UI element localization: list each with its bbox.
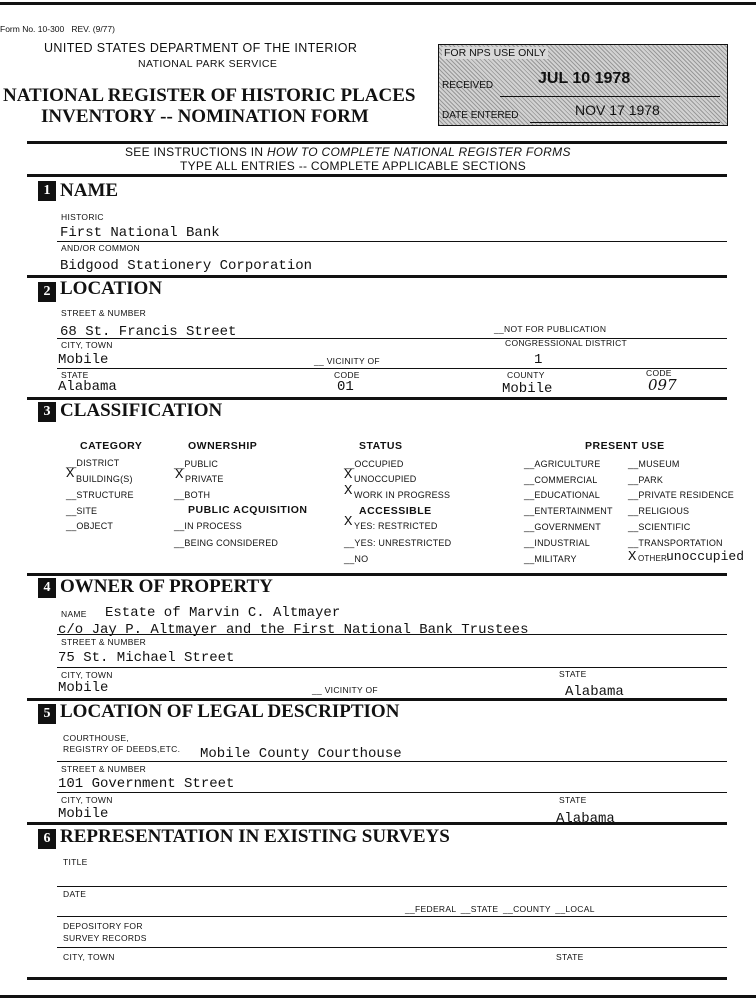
legal-state-value: Alabama [556, 811, 615, 822]
courthouse-value: Mobile County Courthouse [200, 746, 402, 762]
owner-name-label: NAME [61, 609, 87, 619]
category-structure: __STRUCTURE [66, 490, 134, 500]
received-label: RECEIVED [442, 80, 494, 91]
status-work-in-progress: WORK IN PROGRESS [354, 490, 451, 500]
owner-city-value: Mobile [58, 680, 109, 696]
section-2-title: LOCATION [60, 278, 163, 299]
section-3-title: CLASSIFICATION [60, 400, 223, 421]
survey-date-line [57, 916, 727, 917]
acquisition-in-process: __IN PROCESS [174, 521, 242, 531]
county-value: Mobile [502, 381, 553, 397]
courthouse-line [57, 761, 727, 762]
owner-state-value: Alabama [565, 684, 624, 700]
use-park: __PARK [628, 475, 664, 485]
status-unoccupied-mark: X [344, 467, 353, 483]
legal-city-value: Mobile [58, 806, 109, 822]
owner-street-label: STREET & NUMBER [61, 637, 147, 647]
use-religious: __RELIGIOUS [628, 506, 690, 516]
accessible-restricted: YES: RESTRICTED [354, 521, 438, 531]
ownership-private-mark: X [175, 467, 184, 483]
survey-levels: __FEDERAL __STATE __COUNTY __LOCAL [405, 904, 595, 914]
owner-state-label: STATE [559, 669, 587, 679]
section-6-number: 6 [38, 829, 56, 849]
legal-street-line [57, 792, 727, 793]
header-divider [27, 141, 727, 144]
received-date: JUL 10 1978 [538, 70, 631, 87]
courthouse-label-2: REGISTRY OF DEEDS,ETC. [63, 744, 181, 754]
state-label: STATE [61, 370, 89, 380]
use-other: OTHER: [638, 554, 670, 563]
section-5-number: 5 [38, 704, 56, 724]
use-transportation: __TRANSPORTATION [628, 538, 723, 548]
section-1-number: 1 [38, 181, 56, 201]
vicinity-of: __ VICINITY OF [314, 356, 380, 366]
survey-date-label: DATE [63, 889, 87, 899]
historic-line [57, 241, 727, 242]
legal-street-label: STREET & NUMBER [61, 764, 147, 774]
form-title-line2: INVENTORY -- NOMINATION FORM [41, 106, 369, 127]
section-5-title: LOCATION OF LEGAL DESCRIPTION [60, 701, 400, 722]
use-commercial: __COMMERCIAL [524, 475, 598, 485]
form-title-line1: NATIONAL REGISTER OF HISTORIC PLACES [3, 85, 416, 106]
date-entered-value: NOV 17 1978 [575, 102, 660, 118]
section-6-title: REPRESENTATION IN EXISTING SURVEYS [60, 826, 450, 847]
city-value: Mobile [58, 352, 109, 368]
present-use-heading: PRESENT USE [585, 440, 665, 452]
accessible-restricted-mark: X [344, 514, 353, 530]
historic-value: First National Bank [60, 225, 220, 241]
not-for-publication: __NOT FOR PUBLICATION [494, 324, 607, 334]
use-museum: __MUSEUM [628, 459, 680, 469]
service-name: NATIONAL PARK SERVICE [138, 58, 278, 70]
use-military: __MILITARY [524, 554, 577, 564]
code-value: 01 [337, 379, 354, 395]
city-line [57, 368, 727, 369]
section-5-divider [27, 822, 727, 825]
owner-vicinity: __ VICINITY OF [312, 685, 378, 695]
status-unoccupied: UNOCCUPIED [354, 474, 417, 484]
survey-state-label: STATE [556, 952, 584, 962]
section-1-title: NAME [60, 180, 119, 201]
instructions-line1: SEE INSTRUCTIONS IN HOW TO COMPLETE NATIONAL REGISTER FORMS [125, 145, 571, 159]
category-building: BUILDING(S) [76, 474, 133, 484]
ownership-private: PRIVATE [185, 474, 224, 484]
instructions-line2: TYPE ALL ENTRIES -- COMPLETE APPLICABLE SECTIONS [180, 159, 527, 173]
owner-name-line [57, 634, 727, 635]
survey-city-label: CITY, TOWN [63, 952, 115, 962]
public-acquisition-heading: PUBLIC ACQUISITION [188, 504, 308, 516]
acquisition-being-considered: __BEING CONSIDERED [174, 538, 279, 548]
district-label: CONGRESSIONAL DISTRICT [505, 338, 627, 348]
depository-label-1: DEPOSITORY FOR [63, 921, 143, 931]
use-government: __GOVERNMENT [524, 522, 601, 532]
accessible-unrestricted: __YES: UNRESTRICTED [344, 538, 452, 548]
top-border [0, 2, 756, 5]
bottom-border [0, 995, 756, 998]
category-district: __DISTRICT [66, 458, 120, 468]
courthouse-label-1: COURTHOUSE, [63, 733, 129, 743]
status-heading: STATUS [359, 440, 403, 452]
state-value: Alabama [58, 379, 117, 395]
date-entered-label: DATE ENTERED [442, 110, 519, 121]
use-other-value: unoccupied [666, 549, 745, 564]
category-object: __OBJECT [66, 521, 114, 531]
city-label: CITY, TOWN [61, 340, 113, 350]
use-entertainment: __ENTERTAINMENT [524, 506, 613, 516]
district-value: 1 [534, 352, 543, 368]
section-6-divider [27, 977, 727, 980]
code-label: CODE [334, 370, 360, 380]
street-value: 68 St. Francis Street [60, 324, 237, 340]
accessible-no: __NO [344, 554, 369, 564]
use-industrial: __INDUSTRIAL [524, 538, 590, 548]
status-occupied: __OCCUPIED [344, 459, 404, 469]
depository-line [57, 947, 727, 948]
owner-street-line [57, 667, 727, 668]
owner-street-value: 75 St. Michael Street [58, 650, 235, 666]
nps-label: FOR NPS USE ONLY [444, 47, 546, 59]
owner-city-label: CITY, TOWN [61, 670, 113, 680]
use-other-mark: X [628, 549, 637, 565]
status-work-mark: X [344, 483, 353, 499]
code2-label: CODE [646, 368, 672, 378]
common-value: Bidgood Stationery Corporation [60, 258, 313, 274]
category-site: __SITE [66, 506, 98, 516]
common-label: AND/OR COMMON [61, 243, 140, 253]
owner-name-value: Estate of Marvin C. Altmayer [105, 605, 341, 621]
depository-label-2: SURVEY RECORDS [63, 933, 147, 943]
county-code-value: 097 [648, 376, 677, 394]
ownership-heading: OWNERSHIP [188, 440, 258, 452]
use-agriculture: __AGRICULTURE [524, 459, 601, 469]
owner-name-value-2: c/o Jay P. Altmayer and the First National Bank Trustees [58, 622, 529, 638]
section-4-title: OWNER OF PROPERTY [60, 576, 273, 597]
section-4-number: 4 [38, 578, 56, 598]
use-private-residence: __PRIVATE RESIDENCE [628, 490, 734, 500]
county-label: COUNTY [507, 370, 545, 380]
form-number: Form No. 10-300 REV. (9/77) [0, 24, 115, 34]
survey-title-line [57, 886, 727, 887]
ownership-both: __BOTH [174, 490, 211, 500]
received-line [500, 96, 720, 97]
legal-street-value: 101 Government Street [58, 776, 235, 792]
legal-city-label: CITY, TOWN [61, 795, 113, 805]
survey-title-label: TITLE [63, 857, 88, 867]
historic-label: HISTORIC [61, 212, 104, 222]
accessible-heading: ACCESSIBLE [359, 505, 432, 517]
instructions-divider [27, 174, 727, 177]
section-3-number: 3 [38, 402, 56, 422]
legal-state-label: STATE [559, 795, 587, 805]
department-name: UNITED STATES DEPARTMENT OF THE INTERIOR [44, 41, 358, 55]
section-2-number: 2 [38, 282, 56, 302]
ownership-public: __PUBLIC [174, 459, 219, 469]
street-label: STREET & NUMBER [61, 308, 147, 318]
category-heading: CATEGORY [80, 440, 143, 452]
use-educational: __EDUCATIONAL [524, 490, 600, 500]
category-building-mark: X [66, 466, 75, 482]
use-scientific: __SCIENTIFIC [628, 522, 691, 532]
date-entered-line [530, 122, 720, 123]
